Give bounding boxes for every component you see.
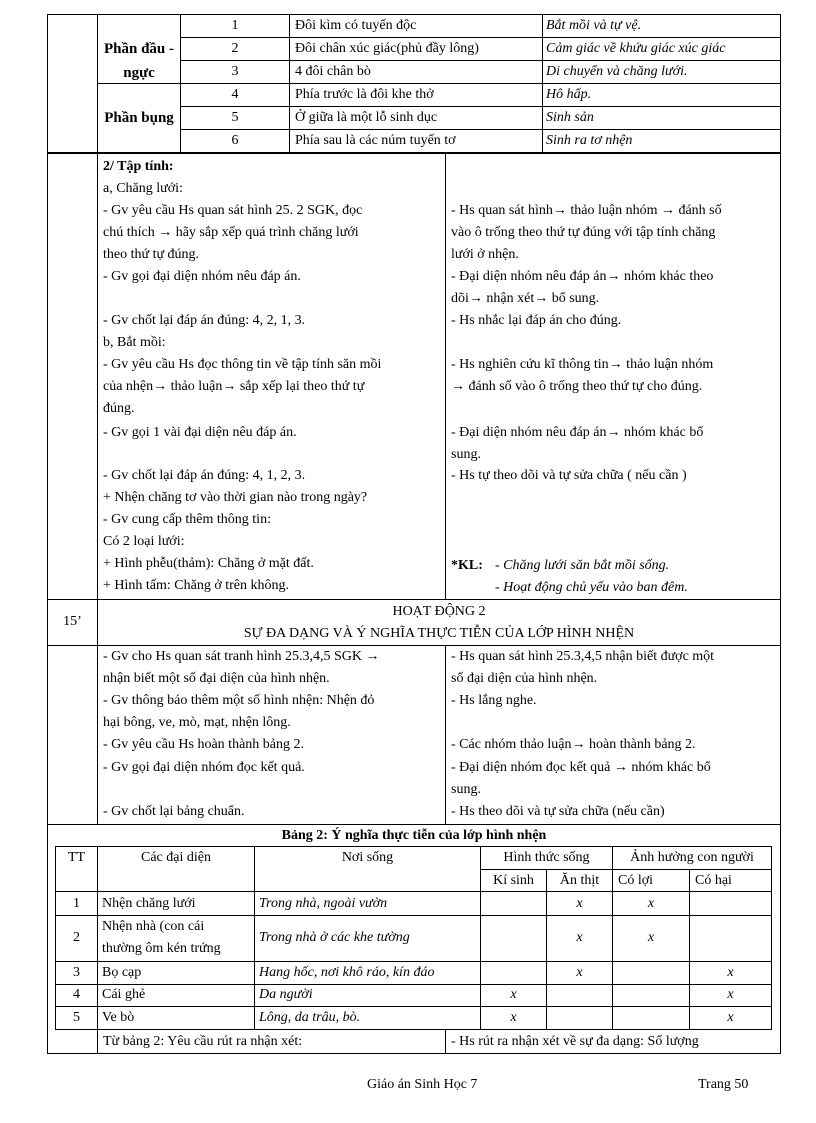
part-name: Phía trước là đôi khe thở <box>295 87 434 102</box>
document-name: Giáo án Sinh Học 7 <box>367 1077 478 1092</box>
row-tt: 4 <box>73 987 80 1002</box>
part-function: Sinh ra tơ nhện <box>546 133 633 148</box>
student-line: - Hs tự theo dõi và tự sửa chữa ( nếu cần ) <box>451 468 687 483</box>
row-representative: Nhện nhà (con cái <box>102 919 205 934</box>
header-lifestyle: Hình thức sống <box>503 850 590 865</box>
part-num: 2 <box>231 41 239 56</box>
teacher-line: Có 2 loại lưới: <box>103 534 185 549</box>
row-habitat: Trong nhà ở các khe tường <box>259 930 410 945</box>
teacher-line: - Gv cung cấp thêm thông tin: <box>103 512 271 527</box>
teacher-line: b, Bắt mồi: <box>103 335 166 350</box>
conclusion-label: *KL: <box>451 558 483 573</box>
row-representative: Ve bò <box>102 1010 135 1025</box>
student-line: vào ô trống theo thứ tự đúng với tập tính chăng <box>451 225 716 240</box>
student-line: - Hs quan sát hình 25.3,4,5 nhận biết được một <box>451 649 715 664</box>
part-num: 5 <box>231 110 239 125</box>
student-line: - Hs lắng nghe. <box>451 693 537 708</box>
mark-predator: x <box>576 896 583 911</box>
activity-subtitle: SỰ ĐA DẠNG VÀ Ý NGHĨA THỰC TIỄN CỦA LỚP HÌNH NHỆN <box>243 626 635 641</box>
conclusion-line: - Chăng lưới săn bắt mồi sống. <box>495 558 670 573</box>
part-num: 3 <box>231 64 239 79</box>
group-abdomen: Phần bụng <box>104 110 174 126</box>
student-line: - Đại diện nhóm nêu đáp án→ nhóm khác bổ <box>451 425 704 440</box>
part-num: 4 <box>231 87 239 102</box>
teacher-line: - Gv gọi 1 vài đại diện nêu đáp án. <box>103 425 297 440</box>
teacher-line: - Gv chốt lại đáp án đúng: 4, 1, 2, 3. <box>103 468 306 483</box>
student-line: sung. <box>451 782 481 797</box>
row-habitat: Trong nhà, ngoài vườn <box>259 896 388 911</box>
mark-harmful: x <box>727 987 734 1002</box>
teacher-line: - Gv chốt lại đáp án đúng: 4, 2, 1, 3. <box>103 313 306 328</box>
row-representative: Bọ cạp <box>102 965 142 980</box>
header-parasite: Kí sinh <box>493 873 534 888</box>
teacher-line: - Gv gọi đại diện nhóm nêu đáp án. <box>103 269 301 284</box>
student-line: - Các nhóm thảo luận→ hoàn thành bảng 2. <box>451 737 696 752</box>
teacher-line: - Gv gọi đại diện nhóm đọc kết quả. <box>103 760 305 775</box>
teacher-line: + Hình phễu(thảm): Chăng ở mặt đất. <box>103 556 314 571</box>
row-representative: Cái ghẻ <box>102 987 146 1002</box>
header-harmful: Có hại <box>695 873 732 888</box>
teacher-line: + Nhện chăng tơ vào thời gian nào trong ngày? <box>103 490 368 505</box>
page-number: Trang 50 <box>698 1077 749 1092</box>
row-habitat: Da người <box>259 987 313 1002</box>
student-line: dõi→ nhận xét→ bổ sung. <box>451 291 600 306</box>
teacher-line: - Gv chốt lại bảng chuẩn. <box>103 804 245 819</box>
student-line: - Hs quan sát hình→ thảo luận nhóm → đánh số <box>451 203 722 218</box>
mark-useful: x <box>647 896 655 911</box>
row-representative: thường ôm kén trứng <box>102 941 221 956</box>
teacher-line: - Gv yêu cầu Hs đọc thông tin về tập tính săn mồi <box>103 357 382 372</box>
teacher-line: - Gv yêu cầu Hs hoàn thành bảng 2. <box>103 737 305 752</box>
header-useful: Có lợi <box>618 873 654 888</box>
teacher-line: nhận biết một số đại diện của hình nhện. <box>103 671 330 686</box>
teacher-line: + Hình tấm: Chăng ở trên không. <box>103 578 289 593</box>
part-num: 6 <box>231 133 239 148</box>
part-name: Đôi chân xúc giác(phủ đầy lông) <box>295 41 479 56</box>
student-line: sung. <box>451 447 481 462</box>
student-line: số đại diện của hình nhện. <box>451 671 598 686</box>
teacher-line: - Gv cho Hs quan sát tranh hình 25.3,4,5 SGK → <box>103 649 380 664</box>
group-cephalothorax: Phần đầu - ngực <box>103 41 175 81</box>
student-line: - Đại diện nhóm đọc kết quả → nhóm khác bổ <box>451 760 711 775</box>
activity-time: 15’ <box>63 614 82 629</box>
teacher-line: chú thích → hãy sắp xếp quá trình chăng lưới <box>103 225 359 240</box>
section-heading: 2/ Tập tính: <box>103 159 174 174</box>
teacher-line: Từ bảng 2: Yêu cầu rút ra nhận xét: <box>103 1034 303 1049</box>
mark-parasite: x <box>510 1010 517 1025</box>
student-line: - Hs nghiên cứu kĩ thông tin→ thảo luận nhóm <box>451 357 714 372</box>
header-tt: TT <box>67 850 86 865</box>
teacher-line: đúng. <box>103 401 135 416</box>
part-name: Đôi kìm có tuyến độc <box>295 18 417 33</box>
row-representative: Nhện chăng lưới <box>102 896 196 911</box>
part-function: Di chuyển và chăng lưới. <box>546 64 688 79</box>
row-tt: 2 <box>73 930 80 945</box>
part-function: Sinh sản <box>546 110 594 125</box>
part-name: 4 đôi chân bò <box>295 64 371 79</box>
row-tt: 3 <box>73 965 80 980</box>
student-line: lưới ở nhện. <box>451 247 519 262</box>
mark-predator: x <box>576 965 583 980</box>
header-representative: Các đại diện <box>141 850 211 865</box>
student-line: - Đại diện nhóm nêu đáp án→ nhóm khác theo <box>451 269 714 284</box>
mark-harmful: x <box>727 1010 734 1025</box>
activity-title: HOẠT ĐỘNG 2 <box>392 604 486 619</box>
teacher-line: theo thứ tự đúng. <box>103 247 200 262</box>
header-habitat: Nơi sống <box>341 850 394 865</box>
part-name: Ở giữa là một lỗ sinh dục <box>295 110 438 125</box>
student-line: - Hs nhắc lại đáp án cho đúng. <box>451 313 622 328</box>
teacher-line: của nhện→ thảo luận→ sắp xếp lại theo thứ tự <box>103 379 365 394</box>
student-line: - Hs theo dõi và tự sửa chữa (nếu cần) <box>451 804 665 819</box>
mark-useful: x <box>647 930 655 945</box>
part-function: Hô hấp. <box>546 87 592 102</box>
conclusion-line: - Hoạt động chủ yếu vào ban đêm. <box>495 580 688 595</box>
mark-predator: x <box>576 930 583 945</box>
row-tt: 1 <box>73 896 80 911</box>
student-line: → đánh số vào ô trống theo thứ tự cho đúng. <box>451 379 703 394</box>
header-impact: Ảnh hưởng con người <box>630 850 754 865</box>
teacher-line: - Gv thông báo thêm một số hình nhện: Nhện đỏ <box>103 693 375 708</box>
row-habitat: Hang hốc, nơi khô ráo, kín đáo <box>259 965 435 980</box>
table-title: Bảng 2: Ý nghĩa thực tiễn của lớp hình nhện <box>281 828 547 843</box>
part-name: Phía sau là các núm tuyến tơ <box>295 133 456 148</box>
row-tt: 5 <box>73 1010 80 1025</box>
part-function: Bắt mồi và tự vệ. <box>546 18 642 33</box>
row-habitat: Lông, da trâu, bò. <box>259 1010 361 1025</box>
header-predator: Ăn thịt <box>559 873 600 888</box>
part-function: Cảm giác về khứu giác xúc giác <box>546 41 726 56</box>
teacher-line: a, Chăng lưới: <box>103 181 183 196</box>
mark-parasite: x <box>510 987 517 1002</box>
teacher-line: hại bông, ve, mò, mạt, nhện lông. <box>103 715 291 730</box>
teacher-line: - Gv yêu cầu Hs quan sát hình 25. 2 SGK, đọc <box>103 203 363 218</box>
student-line: - Hs rút ra nhận xét về sự đa dạng: Số lượng <box>451 1034 699 1049</box>
mark-harmful: x <box>727 965 734 980</box>
part-num: 1 <box>231 18 239 33</box>
